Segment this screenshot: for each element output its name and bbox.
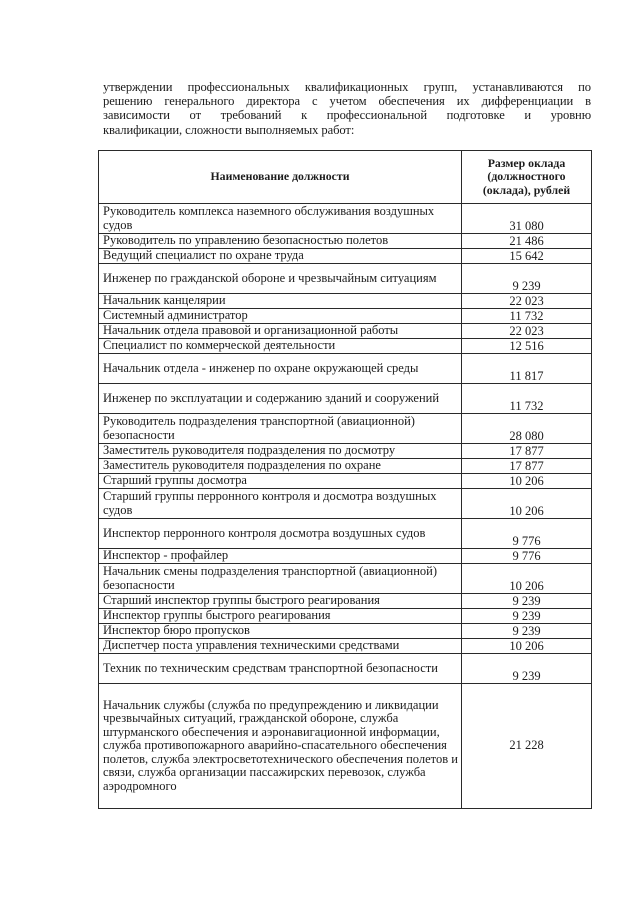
table-row — [99, 459, 592, 474]
salary-value: 17 877 — [462, 459, 592, 474]
table-row — [99, 354, 592, 384]
table-row — [99, 474, 592, 489]
salary-value: 9 239 — [462, 594, 592, 609]
salary-value: 9 239 — [462, 609, 592, 624]
intro-paragraph — [103, 80, 591, 137]
salary-value: 21 228 — [462, 684, 592, 809]
table-row — [99, 204, 592, 234]
table-row — [99, 654, 592, 684]
salary-value: 9 776 — [462, 519, 592, 549]
table-row — [99, 624, 592, 639]
position-name: Инженер по гражданской обороне и чрезвычайным ситуациям — [99, 264, 462, 294]
position-name: Старший инспектор группы быстрого реагирования — [99, 594, 462, 609]
salary-value: 10 206 — [462, 639, 592, 654]
position-name: Инспектор - профайлер — [99, 549, 462, 564]
table-row — [99, 414, 592, 444]
position-name: Техник по техническим средствам транспортной безопасности — [99, 654, 462, 684]
position-name: Инспектор перронного контроля досмотра воздушных судов — [99, 519, 462, 549]
salary-value: 12 516 — [462, 339, 592, 354]
intro-line: квалификации, сложности выполняемых работ: — [103, 122, 355, 137]
table-row — [99, 594, 592, 609]
position-name: Начальник смены подразделения транспортной (авиационной) безопасности — [99, 564, 462, 594]
salary-value: 21 486 — [462, 234, 592, 249]
table-row — [99, 444, 592, 459]
position-name: Начальник отдела правовой и организационной работы — [99, 324, 462, 339]
salary-value: 10 206 — [462, 489, 592, 519]
position-name: Ведущий специалист по охране труда — [99, 249, 462, 264]
table-row — [99, 519, 592, 549]
table-row — [99, 609, 592, 624]
table-row — [99, 549, 592, 564]
position-name: Заместитель руководителя подразделения по досмотру — [99, 444, 462, 459]
table-row — [99, 309, 592, 324]
intro-line: решению генерального директора с учетом обеспечения их дифференциации в — [103, 94, 591, 109]
position-name: Руководитель комплекса наземного обслуживания воздушных судов — [99, 204, 462, 234]
table-row — [99, 489, 592, 519]
position-name: Инженер по эксплуатации и содержанию зданий и сооружений — [99, 384, 462, 414]
salary-value: 28 080 — [462, 414, 592, 444]
salary-value: 15 642 — [462, 249, 592, 264]
table-row — [99, 384, 592, 414]
salary-value: 22 023 — [462, 294, 592, 309]
table-body — [99, 204, 592, 809]
salary-value: 11 732 — [462, 384, 592, 414]
table-header-row — [99, 151, 592, 204]
table-row — [99, 684, 592, 809]
intro-line: зависимости от требований к профессиональной подготовке и уровню — [103, 108, 591, 123]
position-name: Заместитель руководителя подразделения по охране — [99, 459, 462, 474]
position-name: Инспектор группы быстрого реагирования — [99, 609, 462, 624]
position-name: Инспектор бюро пропусков — [99, 624, 462, 639]
salary-value: 9 239 — [462, 264, 592, 294]
salary-value: 17 877 — [462, 444, 592, 459]
salary-table — [98, 150, 592, 809]
salary-value: 11 817 — [462, 354, 592, 384]
salary-value: 11 732 — [462, 309, 592, 324]
intro-line: утверждении профессиональных квалификационных групп, устанавливаются по — [103, 80, 591, 94]
header-position: Наименование должности — [99, 151, 462, 204]
salary-value: 22 023 — [462, 324, 592, 339]
salary-value: 10 206 — [462, 474, 592, 489]
position-name: Диспетчер поста управления техническими средствами — [99, 639, 462, 654]
position-name: Руководитель по управлению безопасностью полетов — [99, 234, 462, 249]
header-salary: Размер оклада (должностного (оклада), рублей — [462, 151, 592, 204]
position-name: Старший группы перронного контроля и досмотра воздушных судов — [99, 489, 462, 519]
position-name: Начальник канцелярии — [99, 294, 462, 309]
table-row — [99, 639, 592, 654]
position-name: Специалист по коммерческой деятельности — [99, 339, 462, 354]
table-row — [99, 324, 592, 339]
salary-value: 9 239 — [462, 624, 592, 639]
table-row — [99, 339, 592, 354]
position-name: Руководитель подразделения транспортной (авиационной) безопасности — [99, 414, 462, 444]
salary-value: 31 080 — [462, 204, 592, 234]
table-row — [99, 264, 592, 294]
table-row — [99, 234, 592, 249]
salary-value: 9 239 — [462, 654, 592, 684]
salary-value: 9 776 — [462, 549, 592, 564]
position-name: Старший группы досмотра — [99, 474, 462, 489]
position-name: Системный администратор — [99, 309, 462, 324]
table-row — [99, 294, 592, 309]
table-row — [99, 564, 592, 594]
position-name: Начальник службы (служба по предупреждению и ликвидации чрезвычайных ситуаций, гражданской обороне, служба штурманского обеспечения и аэронавигационной информации, служба противопожарного аварийно-спасательного обеспечения полетов, служба электросветотехнического обеспечения полетов и связи, служба организации пассажирских перевозок, служба аэродромного — [99, 684, 462, 809]
position-name: Начальник отдела - инженер по охране окружающей среды — [99, 354, 462, 384]
salary-value: 10 206 — [462, 564, 592, 594]
table-row — [99, 249, 592, 264]
